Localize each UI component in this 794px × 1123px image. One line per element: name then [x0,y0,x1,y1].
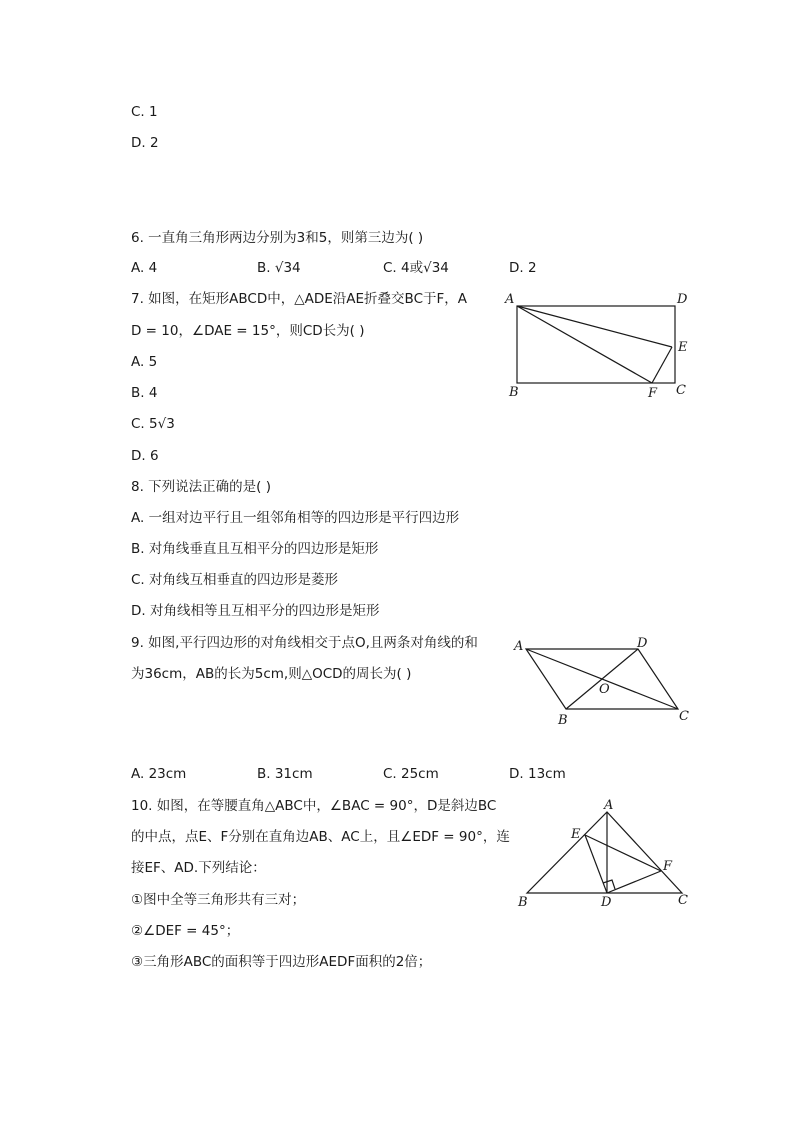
q10-label-e: E [571,827,581,842]
q7-option-a: A. 5 [131,354,158,370]
q6-option-b: B. √34 [257,260,301,276]
q10-stem-line3: 接EF、AD.下列结论： [131,860,266,876]
q7-stem-line1: 7. 如图，在矩形ABCD中，△ADE沿AE折叠交BC于F，A [131,291,468,307]
q10-conclusion-1: ①图中全等三角形共有三对； [131,892,306,908]
q9-label-a: A [514,639,524,654]
q7-label-e: E [678,340,688,355]
q5-option-d: D. 2 [131,135,159,151]
q9-option-d: D. 13cm [509,766,566,782]
q7-option-c: C. 5√3 [131,416,175,432]
q8-option-d: D. 对角线相等且互相平分的四边形是矩形 [131,603,380,619]
q9-label-o: O [599,682,610,697]
q9-stem-line2: 为36cm，AB的长为5cm,则△OCD的周长为( ) [131,666,412,682]
q8-option-a: A. 一组对边平行且一组邻角相等的四边形是平行四边形 [131,510,460,526]
q9-option-b: B. 31cm [257,766,313,782]
q6-option-d: D. 2 [509,260,537,276]
q9-label-b: B [558,713,568,728]
q9-stem-line1: 9. 如图,平行四边形的对角线相交于点O,且两条对角线的和 [131,635,478,651]
q10-stem-line2: 的中点，点E、F分别在直角边AB、AC上，且∠EDF = 90°，连 [131,829,510,845]
q10-triangle-figure [510,795,700,910]
q10-label-c: C [678,893,688,908]
q6-option-a: A. 4 [131,260,158,276]
q7-label-d: D [677,292,688,307]
q7-option-b: B. 4 [131,385,158,401]
q5-option-c: C. 1 [131,104,158,120]
q10-conclusion-3: ③三角形ABC的面积等于四边形AEDF面积的2倍； [131,954,432,970]
q7-label-b: B [509,385,519,400]
q7-rectangle-figure [500,288,700,400]
q6-stem: 6. 一直角三角形两边分别为3和5，则第三边为( ) [131,230,424,246]
q8-option-c: C. 对角线互相垂直的四边形是菱形 [131,572,339,588]
q7-label-f: F [648,386,658,400]
q10-label-b: B [518,895,528,910]
q10-conclusion-2: ②∠DEF = 45°； [131,923,240,939]
q9-label-c: C [679,709,689,724]
q10-stem-line1: 10. 如图，在等腰直角△ABC中，∠BAC = 90°，D是斜边BC [131,798,497,814]
q7-stem-line2: D = 10，∠DAE = 15°，则CD长为( ) [131,323,365,339]
q9-label-d: D [637,636,648,651]
q9-parallelogram-figure [505,632,700,732]
q9-option-a: A. 23cm [131,766,187,782]
q8-stem: 8. 下列说法正确的是( ) [131,479,271,495]
q10-label-f: F [663,859,673,874]
q9-option-c: C. 25cm [383,766,439,782]
q10-label-a: A [604,798,614,813]
q6-option-c: C. 4或√34 [383,260,449,276]
q8-option-b: B. 对角线垂直且互相平分的四边形是矩形 [131,541,379,557]
q7-option-d: D. 6 [131,448,159,464]
q7-label-c: C [676,383,686,398]
q7-label-a: A [505,292,515,307]
q10-label-d: D [601,895,612,910]
